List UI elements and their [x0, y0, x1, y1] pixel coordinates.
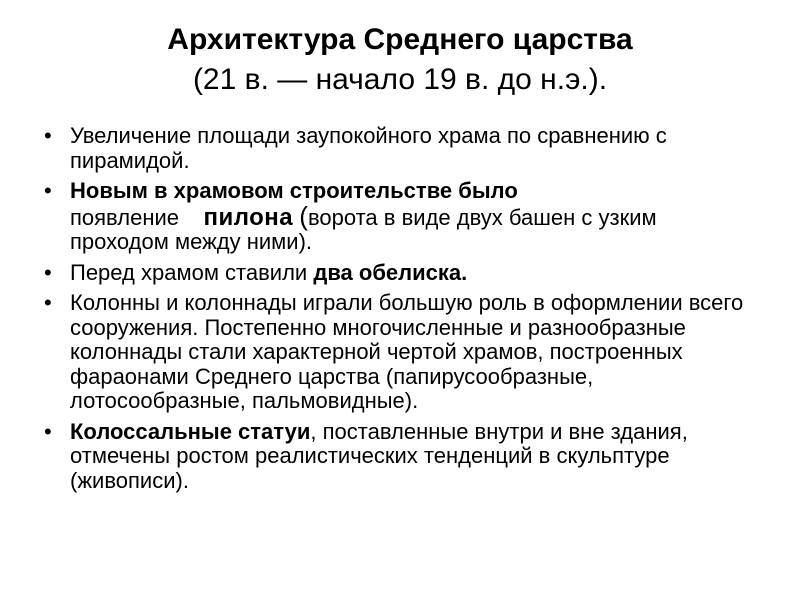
bullet-text-tail: ворота в виде двух башен с узким проходом между ними). [70, 204, 657, 254]
bullet-bold-lead: Колоссальные статуи [70, 418, 311, 444]
bullet-bold-tail: два обелиска. [313, 259, 468, 285]
bullet-item-temple-area [40, 124, 760, 173]
bullet-text-middle: появление [70, 204, 179, 230]
bullet-text-tail: , поставленные внутри и вне здания, отмечены ростом реалистических тенденций в скульптуре (живописи). [70, 418, 688, 493]
bullet-bold-lead: Новым в храмовом строительстве было [70, 178, 518, 203]
bullet-text: Увеличение площади заупокойного храма по сравнению с пирамидой. [70, 123, 667, 173]
bullet-item-pylon [40, 179, 760, 255]
bullet-text: Колонны и колоннады играли большую роль в оформлении всего сооружения. Постепенно многочисленные и разнообразные колоннады стали характерной чертой храмов, построенных фараонами Среднего царства (папирусообразные, лотосообразные, пальмовидные). [70, 290, 744, 413]
slide-title [0, 20, 800, 100]
title-line-dates: (21 в. — начало 19 в. до н.э.). [192, 63, 608, 96]
bullet-item-statues [40, 420, 760, 494]
bullet-item-colonnades [40, 291, 760, 414]
bullet-list [40, 124, 760, 499]
bullet-text-lead: Перед храмом ставили [70, 259, 308, 285]
title-line-main: Архитектура Среднего царства [167, 23, 633, 56]
bullet-highlight-term: пилона [203, 203, 294, 231]
bullet-paren: ( [299, 200, 308, 231]
bullet-item-obelisks [40, 261, 760, 286]
